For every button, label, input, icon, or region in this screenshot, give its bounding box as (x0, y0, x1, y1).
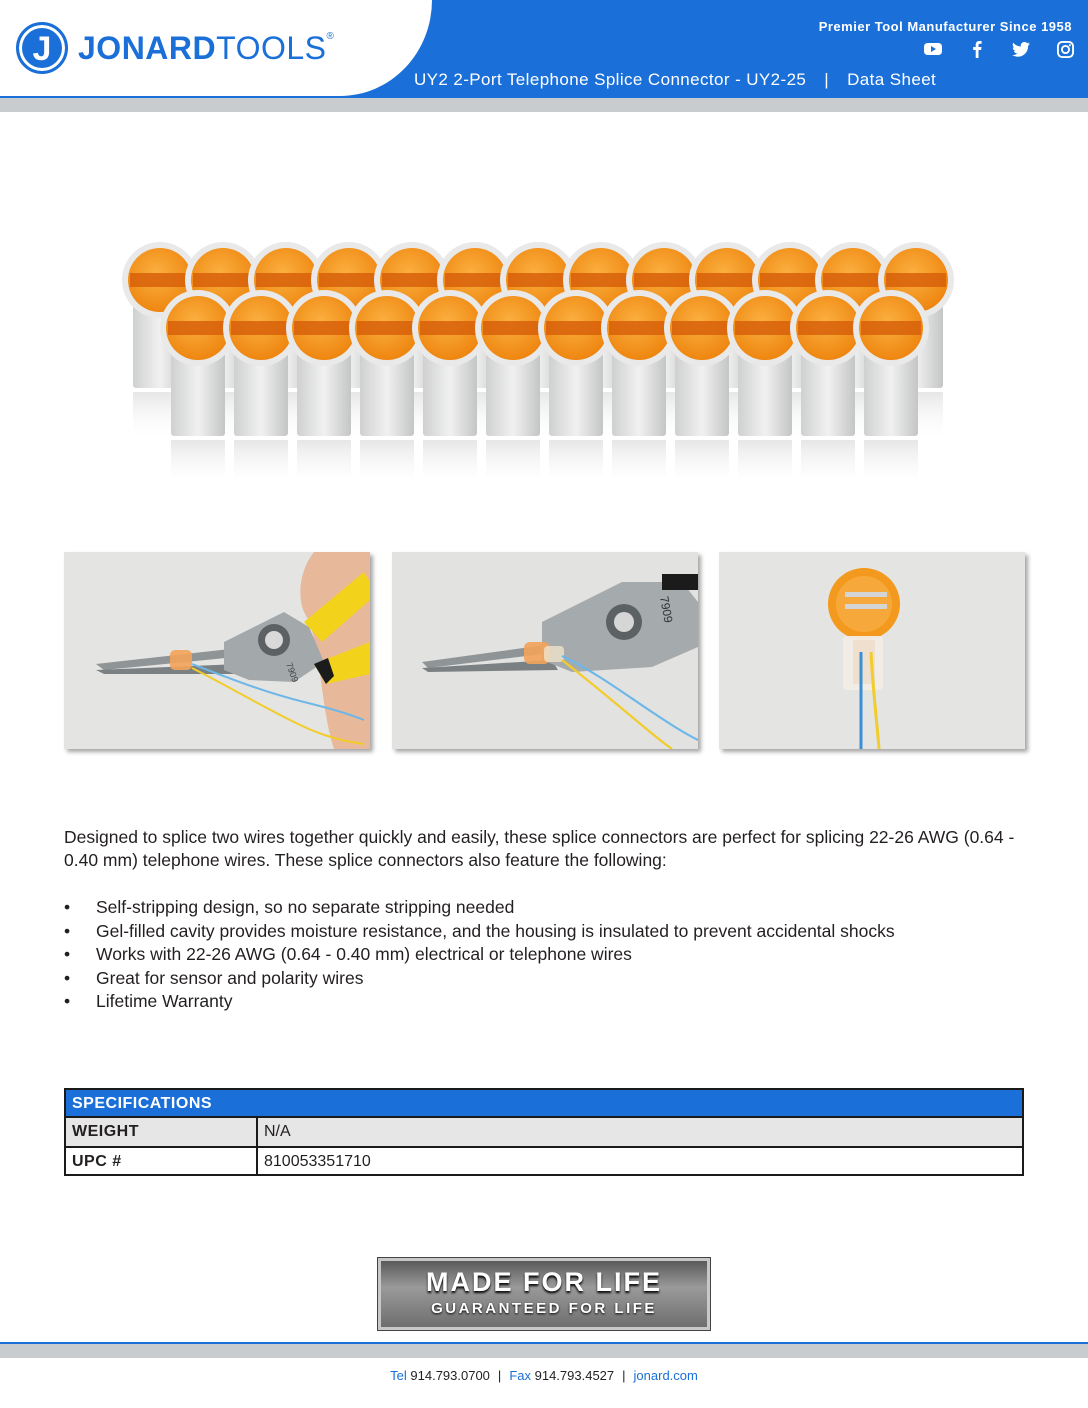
photo-pliers-connector (392, 552, 698, 749)
document-title (414, 70, 936, 90)
title-separator: | (824, 70, 830, 89)
pliers-model-text: 7909 (284, 661, 301, 684)
youtube-icon[interactable] (924, 40, 942, 58)
tel-label: Tel (390, 1368, 407, 1383)
feature-item: • Self-stripping design, so no separate stripping needed (64, 896, 1024, 920)
photo-crimping-hand (64, 552, 370, 749)
website-link[interactable]: jonard.com (633, 1368, 698, 1383)
product-title: UY2 2-Port Telephone Splice Connector - UY2-25 (414, 70, 807, 89)
logo-letter: J (32, 30, 52, 68)
spec-label: WEIGHT (66, 1118, 258, 1146)
spec-value: N/A (264, 1123, 291, 1140)
registered-mark: ® (326, 31, 335, 42)
product-description: Designed to splice two wires together quickly and easily, these splice connectors are perfect for splicing 22-26 AWG (0.64 - 0.40 mm) telephone wires. These splice connectors also feature the following: (64, 827, 1015, 870)
document-type: Data Sheet (847, 70, 937, 89)
instagram-icon[interactable] (1056, 40, 1074, 58)
badge-line-1: MADE FOR LIFE (426, 1267, 662, 1297)
footer-separator: | (622, 1368, 626, 1383)
product-hero-image (112, 236, 972, 476)
spec-row-weight (66, 1118, 1022, 1146)
footer-contact (0, 1368, 1088, 1383)
feature-item: • Lifetime Warranty (64, 990, 1024, 1014)
logo-j-icon (16, 22, 68, 74)
fax-label: Fax (509, 1368, 531, 1383)
jonard-logo[interactable] (16, 22, 334, 74)
logo-brand-bold: JONARD (78, 30, 217, 66)
feature-list (64, 896, 1024, 1014)
tagline: Premier Tool Manufacturer Since 1958 (818, 19, 1072, 34)
footer-gray-band (0, 1344, 1088, 1358)
twitter-icon[interactable] (1012, 40, 1030, 58)
pliers-model-text-2: 7909 (657, 595, 676, 624)
facebook-icon[interactable] (968, 40, 986, 58)
feature-item: • Gel-filled cavity provides moisture resistance, and the housing is insulated to prevent accidental shocks (64, 920, 1024, 944)
made-for-life-badge (378, 1258, 710, 1330)
header-gray-band (0, 98, 1088, 112)
feature-item: • Works with 22-26 AWG (0.64 - 0.40 mm) electrical or telephone wires (64, 943, 1024, 967)
tel-number[interactable]: 914.793.0700 (410, 1368, 490, 1383)
logo-brand-light: TOOLS (216, 30, 327, 66)
specifications-table (64, 1088, 1024, 1176)
feature-item: • Great for sensor and polarity wires (64, 967, 1024, 991)
logo-wordmark (78, 32, 334, 64)
spec-row-upc (66, 1146, 1022, 1174)
spec-value: 810053351710 (264, 1153, 371, 1170)
photo-finished-splice (719, 552, 1025, 749)
social-links (924, 40, 1074, 58)
spec-label: UPC # (66, 1148, 258, 1174)
badge-line-2: GUARANTEED FOR LIFE (431, 1300, 657, 1317)
page-header (0, 0, 1088, 112)
footer-separator: | (497, 1368, 502, 1383)
fax-number: 914.793.4527 (534, 1368, 615, 1383)
specifications-header: SPECIFICATIONS (66, 1090, 1022, 1118)
